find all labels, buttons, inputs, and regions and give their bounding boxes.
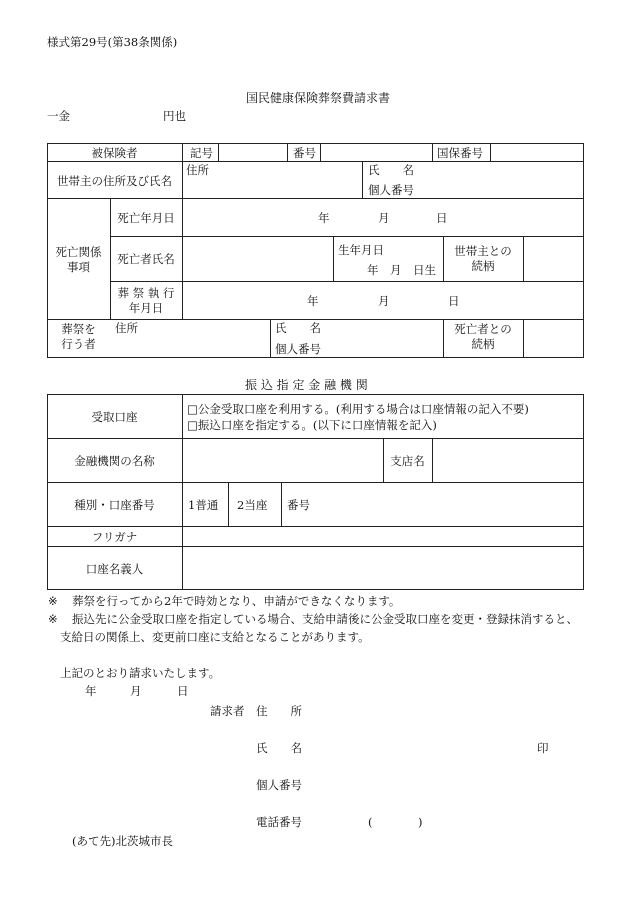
funeral-month: 月 — [378, 294, 390, 308]
phone-paren-close: ) — [418, 815, 423, 829]
deceased-relation-label: 死亡者との 続柄 — [454, 322, 512, 351]
deceased-name-label: 死亡者氏名 — [117, 252, 175, 266]
phone-paren-open: ( — [368, 815, 373, 829]
householder-label: 世帯主の住所及び氏名 — [57, 174, 172, 188]
householder-address-label: 住所 — [186, 163, 209, 177]
kigo-label: 記号 — [190, 146, 213, 160]
conductor-label: 葬祭を 行う者 — [61, 322, 96, 351]
death-date-label: 死亡年月日 — [117, 211, 175, 225]
householder-name-label: 氏 名 — [368, 163, 414, 177]
note1-text: 葬祭を行ってから2年で時効となり、申請ができなくなります。 — [72, 594, 401, 608]
claimant-address-label: 住 所 — [256, 704, 302, 718]
branch-label: 支店名 — [390, 454, 425, 468]
funeral-date-label: 葬 祭 執 行 年月日 — [117, 286, 175, 315]
account-type-label: 種別・口座番号 — [74, 498, 155, 512]
request-day: 日 — [177, 684, 189, 698]
checking-option[interactable]: 2当座 — [237, 498, 268, 512]
transfer-account-option[interactable]: □振込口座を指定する。(以下に口座情報を記入) — [187, 418, 437, 432]
claimant-label: 請求者 — [210, 704, 245, 718]
addressee: (あて先)北茨城市長 — [72, 834, 173, 848]
account-holder-label: 口座名義人 — [85, 562, 144, 576]
funeral-day: 日 — [448, 294, 460, 308]
request-statement: 上記のとおり請求いたします。 — [60, 666, 221, 680]
public-account-option[interactable]: □公金受取口座を利用する。(利用する場合は口座情報の記入不要) — [187, 402, 529, 416]
insured-label: 被保険者 — [91, 146, 138, 160]
birth-date-label: 生年月日 — [338, 243, 384, 257]
death-month: 月 — [378, 211, 390, 225]
birth-date-ymd: 年 月 日生 — [367, 263, 436, 277]
furigana-label: フリガナ — [91, 530, 138, 544]
note1-mark: ※ — [48, 594, 58, 608]
request-year: 年 — [85, 684, 97, 698]
conductor-name-label: 氏 名 — [275, 321, 321, 335]
form-number: 様式第29号(第38条関係) — [47, 35, 178, 49]
page-title: 国民健康保険葬祭費請求書 — [246, 91, 391, 105]
conductor-address-label: 住所 — [115, 321, 138, 335]
bank-section-title: 振 込 指 定 金 融 機 関 — [245, 378, 368, 392]
death-day: 日 — [436, 211, 448, 225]
claimant-mynumber-label: 個人番号 — [256, 778, 302, 792]
note2-mark: ※ — [48, 612, 58, 626]
death-section-label: 死亡関係 事項 — [55, 245, 102, 274]
request-month: 月 — [130, 684, 142, 698]
claimant-phone-label: 電話番号 — [256, 815, 302, 829]
death-year: 年 — [318, 211, 330, 225]
bango-label: 番号 — [293, 146, 316, 160]
seal-mark: 印 — [537, 741, 549, 755]
claimant-name-label: 氏 名 — [256, 741, 302, 755]
receiving-account-label: 受取口座 — [91, 410, 138, 424]
householder-mynumber-label: 個人番号 — [368, 183, 414, 197]
kokuho-number-label: 国保番号 — [437, 146, 483, 160]
amount-prefix: 一金 — [47, 109, 70, 123]
note2-text-line1: 振込先に公金受取口座を指定している場合、支給申請後に公金受取口座を変更・登録抹消すると、 — [72, 612, 578, 626]
ordinary-option[interactable]: 1普通 — [188, 498, 219, 512]
amount-suffix: 円也 — [163, 109, 186, 123]
householder-relation-label: 世帯主との 続柄 — [454, 244, 512, 273]
account-number-label: 番号 — [287, 498, 310, 512]
funeral-year: 年 — [307, 294, 319, 308]
note2-text-line2: 支給日の関係上、変更前口座に支給となることがあります。 — [60, 630, 370, 644]
bank-name-label: 金融機関の名称 — [74, 454, 155, 468]
conductor-mynumber-label: 個人番号 — [275, 342, 321, 356]
